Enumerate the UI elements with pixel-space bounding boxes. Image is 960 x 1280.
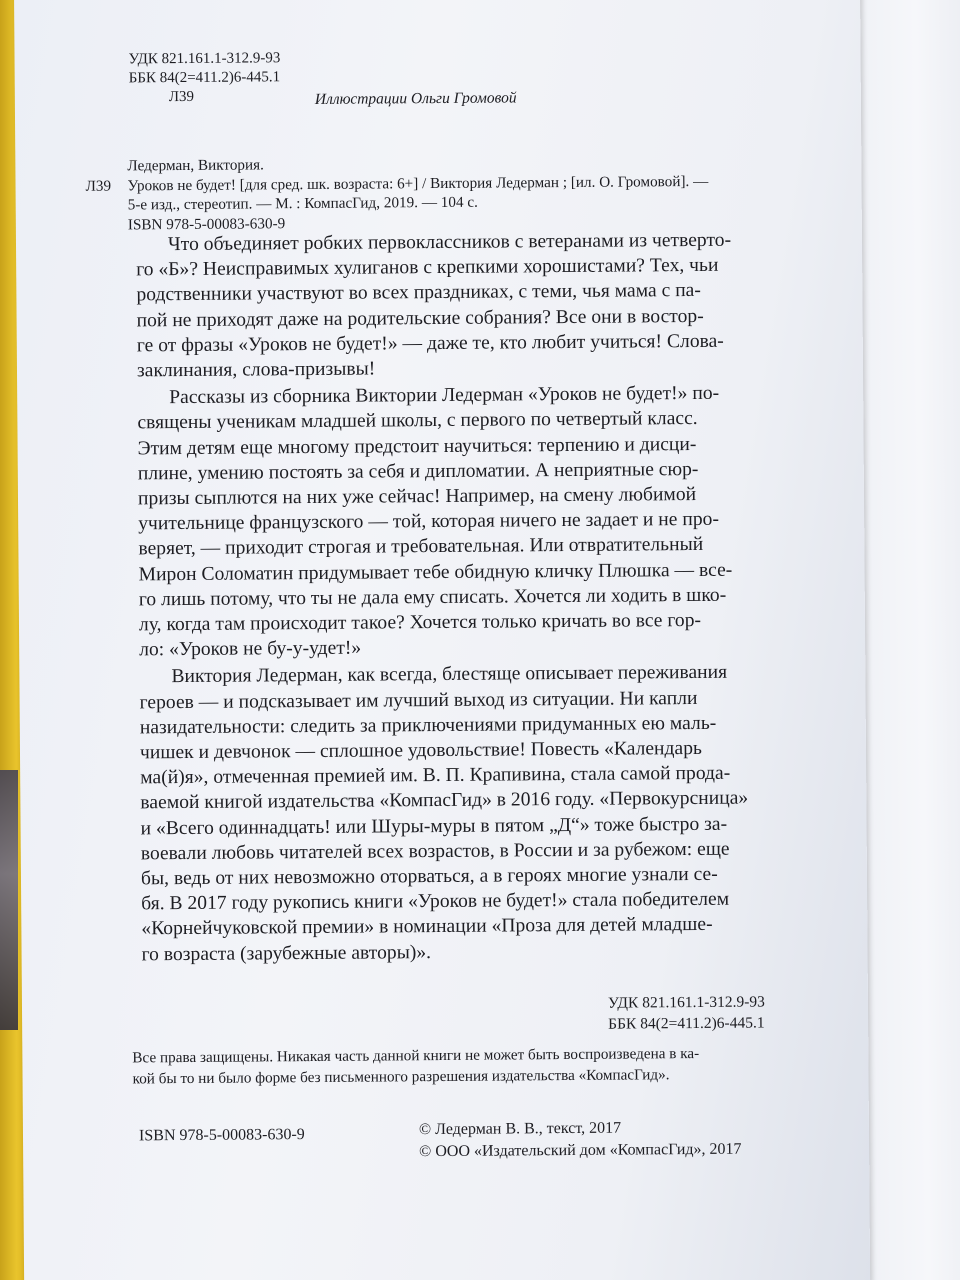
annotation-text	[136, 227, 792, 967]
annotation-line: Что объединяет робких первоклассников с ветеранами из четверто-	[167, 229, 732, 256]
author-mark: Л39	[168, 88, 195, 106]
biblio-line: ISBN 978-5-00083-630-9	[127, 214, 286, 233]
annotation-line: и «Всего одиннадцать! или Шуры-муры в пятом „Д“» тоже быстро за-	[140, 813, 728, 840]
annotation-line: призы сыплются на них уже сейчас! Например, на смену любимой	[137, 484, 697, 510]
annotation-line: назидательности: следить за приключениями придуманных ею маль-	[139, 712, 717, 739]
copyright-block	[419, 1117, 742, 1164]
annotation-line: веряет, — приходит строгая и требовательная. Или отвратительный	[138, 534, 704, 560]
annotation-line: чишек и девчонок — сплошное удовольствие! Повесть «Календарь	[139, 738, 702, 764]
copyright-line: © ООО «Издательский дом «КомпасГид», 2017	[419, 1140, 742, 1161]
biblio-line: Уроков не будет! [для сред. шк. возраста: 6+] / Виктория Ледерман ; [ил. О. Громовой]. —	[127, 172, 709, 194]
annotation-paragraph	[136, 227, 787, 383]
annotation-line: «Корнейчуковской премии» в номинации «Проза для детей младше-	[141, 914, 713, 940]
isbn-number: ISBN 978-5-00083-630-9	[138, 1126, 305, 1145]
rights-notice	[132, 1043, 812, 1089]
annotation-line: го «Б»? Неисправимых хулиганов с крепкими хорошистами? Тех, чьи	[136, 255, 719, 281]
annotation-line: ге от фразы «Уроков не будет!» — даже те, кто любит учиться! Слова-	[136, 330, 724, 357]
biblio-mark-spacer	[85, 156, 127, 176]
udk-code: УДК 821.161.1-312.9-93	[607, 993, 765, 1012]
annotation-line: Рассказы из сборника Виктории Ледерман «Уроков не будет!» по-	[169, 383, 720, 409]
annotation-line: Виктория Ледерман, как всегда, блестяще описывает переживания	[171, 662, 728, 688]
annotation-paragraph	[139, 660, 791, 968]
biblio-author: Ледерман, Виктория.	[127, 156, 264, 175]
annotation-line: ваемой книгой издательства «КомпасГид» в 2016 году. «Первокурсница»	[140, 788, 749, 814]
annotation-line: священы ученикам младшей школы, с первого по четвертый класс.	[137, 408, 698, 434]
annotation-line: пой не приходят даже на родительские собрания? Все они в востор-	[136, 305, 704, 331]
biblio-mark-spacer	[86, 195, 128, 215]
annotation-line: плине, умению постоять за себя и дипломатии. А неприятные сюр-	[137, 458, 699, 485]
classification-codes-top	[128, 49, 280, 107]
rights-line: Все права защищены. Никакая часть данной книги не может быть воспроизведена в ка-	[132, 1044, 700, 1067]
bbk-code: ББК 84(2=411.2)6-445.1	[128, 69, 281, 87]
illustrator-credit: Иллюстрации Ольги Громовой	[314, 89, 517, 108]
udk-code: УДК 821.161.1-312.9-93	[128, 50, 281, 68]
annotation-line: бы, ведь от них невозможно оторваться, а в героях многие узнали се-	[140, 863, 718, 890]
annotation-line: заклинания, слова-призывы!	[136, 358, 376, 382]
biblio-mark-spacer	[86, 215, 128, 235]
bbk-code: ББК 84(2=411.2)6-445.1	[608, 1014, 765, 1033]
annotation-line: го возраста (зарубежные авторы)».	[141, 941, 432, 966]
book-page	[14, 0, 870, 1280]
annotation-line: лу, когда там происходит такое? Хочется только кричать во все гор-	[138, 609, 702, 636]
annotation-line: ма(й)я», отмеченная премией им. В. П. Крапивина, стала самой прода-	[140, 762, 731, 789]
annotation-line: учительнице французского — той, которая ничего не задает и не про-	[138, 509, 720, 535]
biblio-line: 5-е изд., стереотип. — М. : КомпасГид, 2019. — 104 с.	[127, 193, 478, 214]
classification-codes-bottom	[608, 991, 765, 1034]
annotation-line: Мирон Соломатин придумывает тебе обидную кличку Плюшка — все-	[138, 559, 733, 586]
annotation-line: го лишь потому, что ты не дала ему списать. Хочется ли ходить в шко-	[138, 584, 727, 611]
rights-line: кой бы то ни было форме без письменного разрешения издательства «КомпасГид».	[132, 1065, 670, 1087]
cover-illustration-edge	[0, 770, 18, 1030]
annotation-line: героев — и подсказывает им лучший выход из ситуации. Ни капли	[139, 687, 698, 714]
bibliographic-record	[85, 152, 708, 235]
annotation-line: Этим детям еще многому предстоит научиться: терпению и дисци-	[137, 433, 697, 459]
page-content	[14, 0, 870, 1280]
annotation-line: воевали любовь читателей всех возрастов, в России и за рубежом: еще	[140, 838, 730, 865]
biblio-mark: Л39	[85, 177, 112, 195]
annotation-paragraph	[137, 380, 789, 662]
annotation-line: родственники участвуют во всех праздниках, с теми, чья мама с па-	[136, 280, 701, 306]
annotation-line: ло: «Уроков не бу-у-удет!»	[139, 637, 362, 661]
copyright-line: © Ледерман В. В., текст, 2017	[418, 1119, 622, 1139]
annotation-line: бя. В 2017 году рукопись книги «Уроков не будет!» стала победителем	[141, 889, 730, 915]
